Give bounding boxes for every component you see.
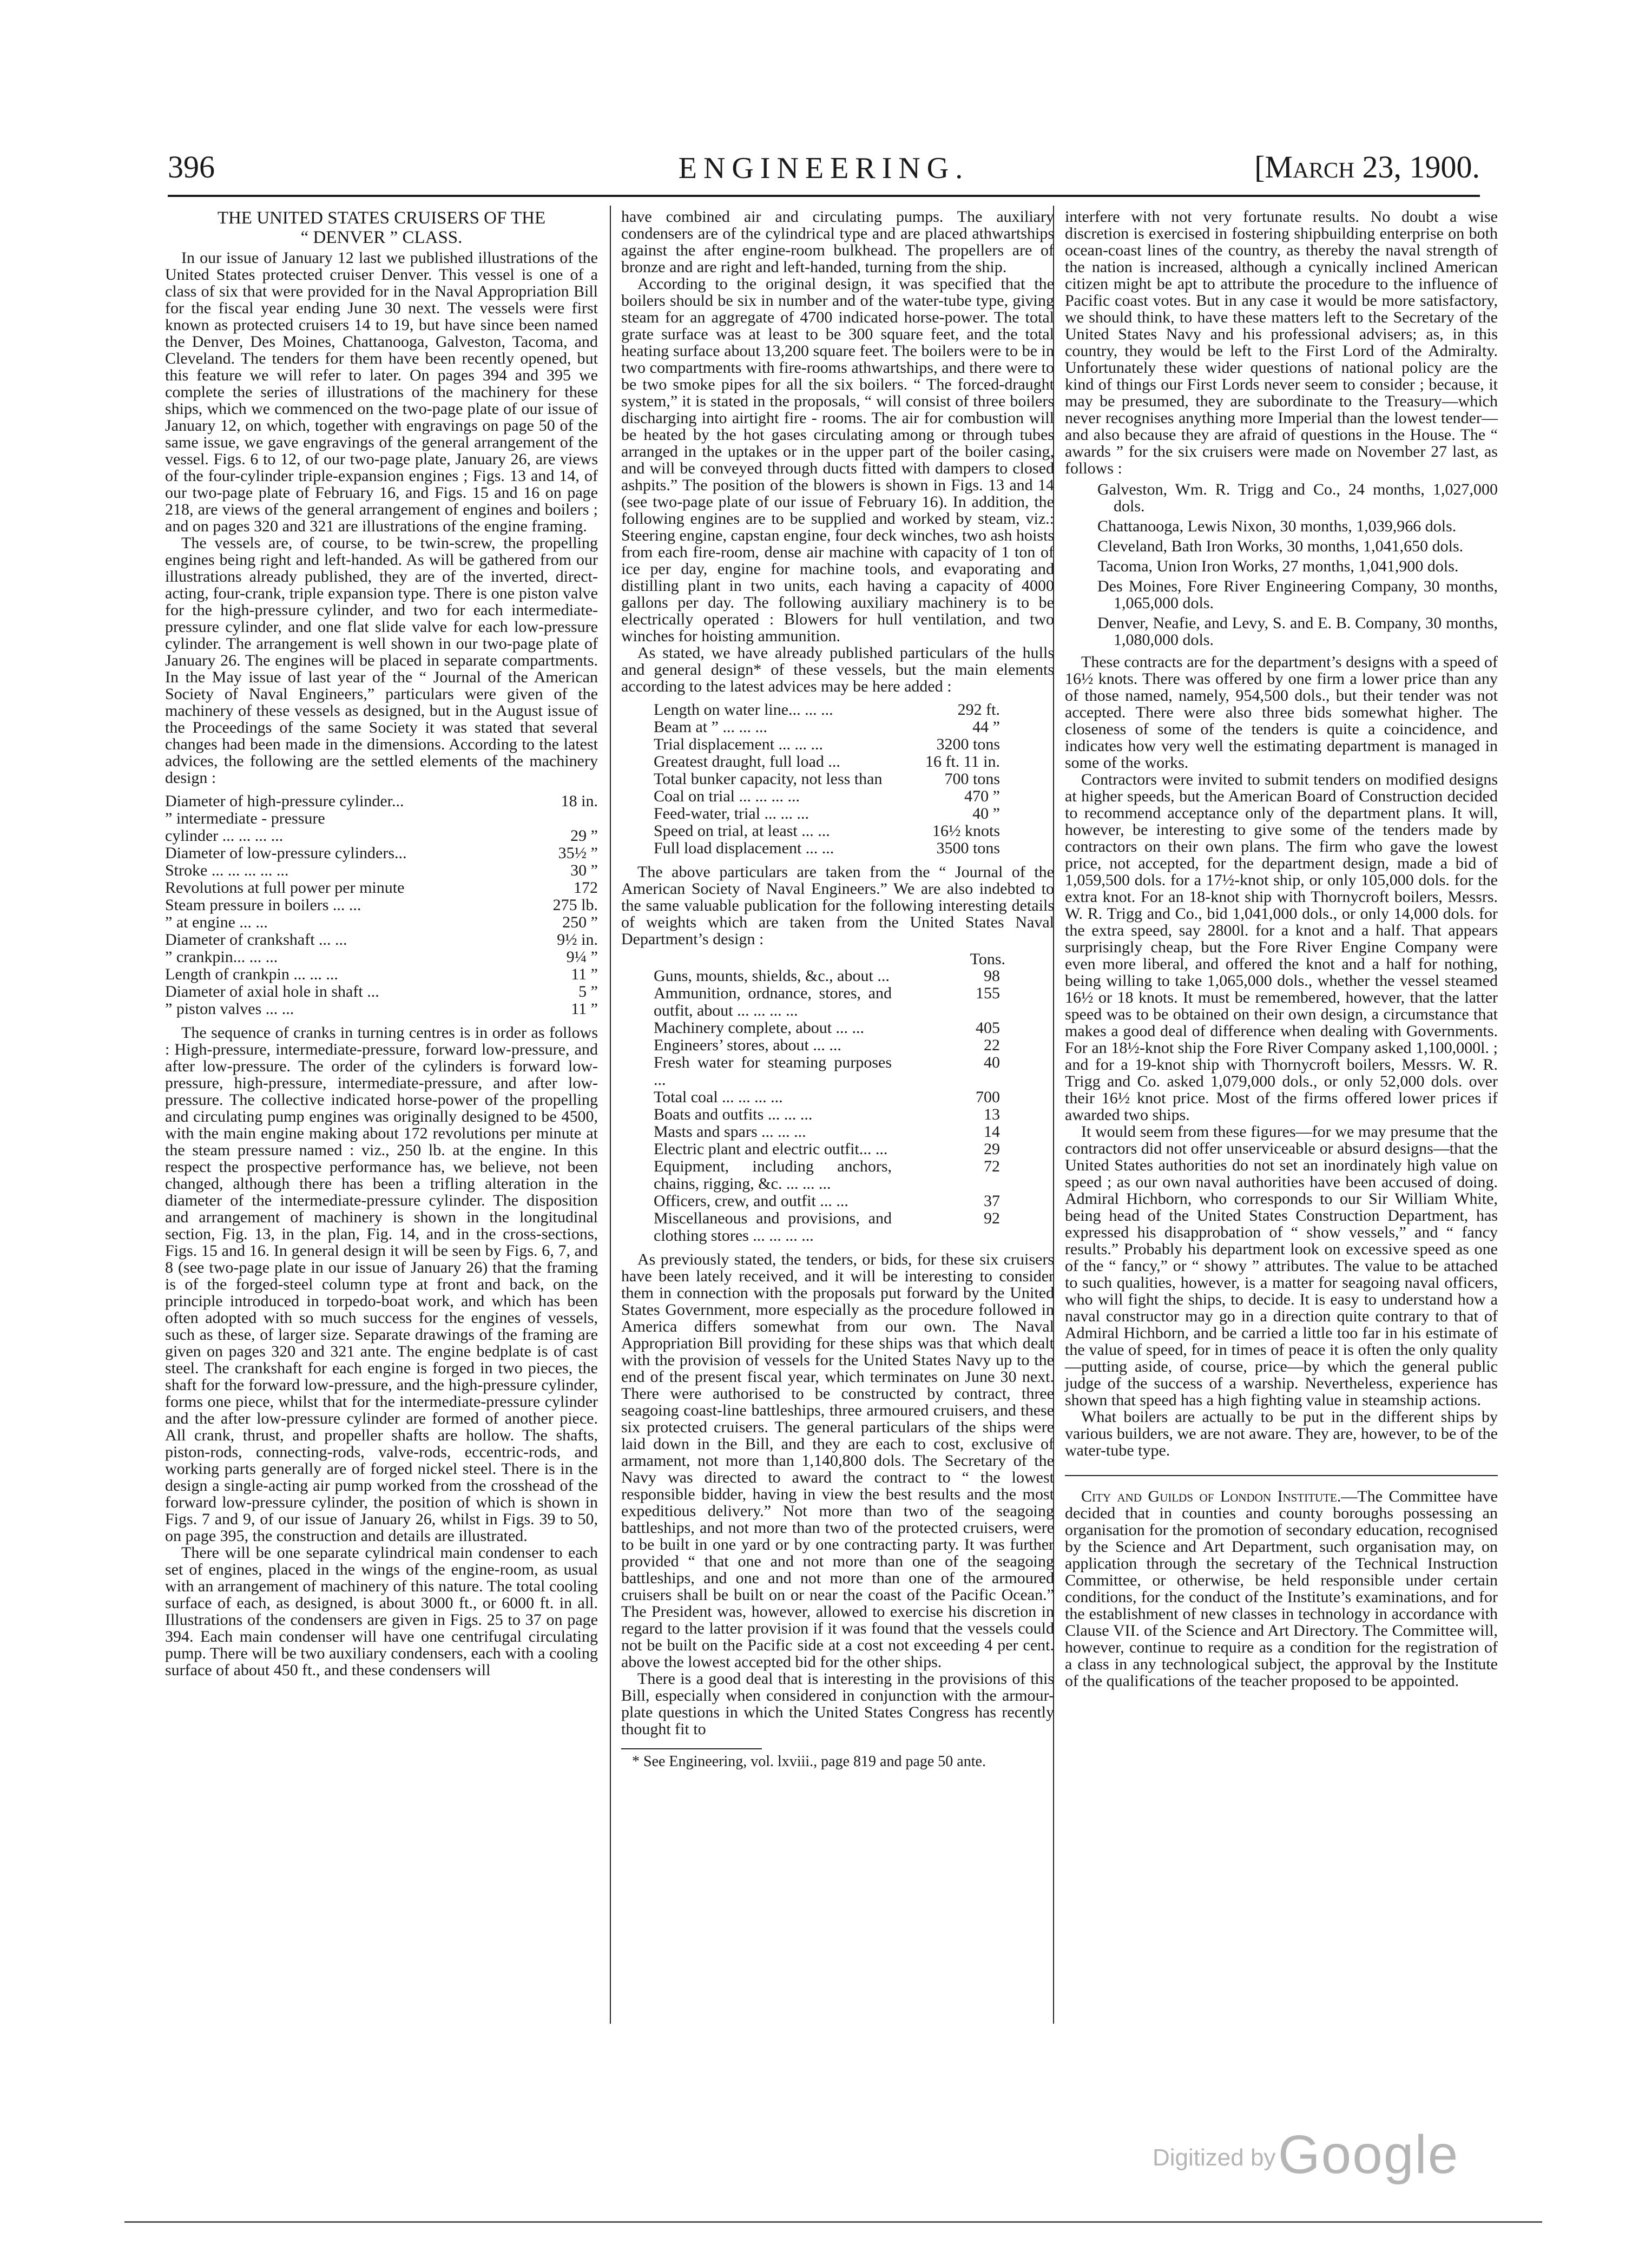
notice-heading: City and Guilds of London Institute. xyxy=(1081,1487,1341,1505)
footnote-rule xyxy=(621,1748,762,1749)
row-label: Diameter of low-pressure cylinders... xyxy=(165,844,407,862)
row-value: 470 ” xyxy=(964,787,1000,805)
row-value: 44 ” xyxy=(972,718,1000,736)
row-value: 9¼ ” xyxy=(566,948,598,966)
table-row xyxy=(654,1106,1000,1123)
table-row xyxy=(654,753,1000,771)
bottom-rule xyxy=(124,2221,1542,2223)
row-value: 11 ” xyxy=(571,965,598,983)
table-row xyxy=(165,810,598,827)
row-label: ” intermediate - pressure xyxy=(165,809,325,827)
row-label: Diameter of axial hole in shaft ... xyxy=(165,983,379,1000)
table-row xyxy=(654,1141,1000,1158)
list-item: Chattanooga, Lewis Nixon, 30 months, 1,039,966 dols. xyxy=(1097,517,1457,535)
paragraph: There is a good deal that is interesting in the provisions of this Bill, especially when considered in conjunction with the armour-plate questions in which the United States Congress has recently thought fit to xyxy=(621,1670,1054,1738)
row-value: 22 xyxy=(984,1036,1000,1054)
article-title-line-2: “ DENVER ” CLASS. xyxy=(300,228,463,247)
row-value: 29 ” xyxy=(570,827,598,845)
table-row xyxy=(654,1054,1000,1089)
table-row xyxy=(165,966,598,983)
row-value: 18 in. xyxy=(561,792,598,810)
page-number: 396 xyxy=(168,149,215,185)
row-label: Boats and outfits ... ... ... xyxy=(654,1105,813,1123)
watermark-prefix: Digitized by xyxy=(1153,2144,1276,2171)
row-label: Total bunker capacity, not less than xyxy=(654,770,883,788)
row-value: 40 xyxy=(984,1054,1000,1071)
table-row xyxy=(165,983,598,1000)
paragraph: According to the original design, it was specified that the boilers should be six in number and of the water-tube type, giving steam for an aggregate of 4700 indicated horse-power. The total grate surface was at least to be 300 square feet, and the total heating surface about 13,200 square feet. The boilers were to be in two compartments with fire-rooms athwartships, and there were to be two smoke pipes for all the six boilers. “ The forced-draught system,” it is stated in the proposals, “ will consist of three boilers discharging into airtight fire - rooms. The air for combustion will be heated by the hot gases circulating among or through tubes arranged in the uptakes or in the upper part of the boiler casing, and will be conveyed through ducts fitted with dampers to closed ashpits.” The position of the blowers is shown in Figs. 13 and 14 (see two-page plate of our issue of February 16). In addition, the following engines are to be supplied and worked by steam, viz.: Steering engine, capstan engine, four deck winches, two ash hoists from each fire-room, dense air machine with capacity of 1 ton of ice per day, engine for machine tools, and evaporating and distilling plant in two units, each having a capacity of 4000 gallons per day. The following auxiliary machinery is to be electrically operated : Blowers for hull ventilation, and two winches for hoisting ammunition. xyxy=(621,275,1054,645)
table-row xyxy=(165,879,598,897)
journal-title: ENGINEERING. xyxy=(678,152,970,185)
row-value: 3500 tons xyxy=(936,839,1000,857)
notice-body: —The Committee have decided that in counties and county boroughs possessing an organisation for the promotion of secondary education, recognised by the Science and Art Department, such organisation may, on application through the secretary of the Technical Instruction Committee, or otherwise, be held responsible under certain conditions, for the conduct of the Institute’s examinations, and for the establishment of new classes in technology in accordance with Clause VII. of the Science and Art Directory. The Committee will, however, continue to require as a condition for the registration of a class in any technological subject, the approval by the Institute of the qualifications of the teacher proposed to be appointed. xyxy=(1065,1487,1498,1690)
table-row xyxy=(654,822,1000,840)
row-value: 92 xyxy=(984,1209,1000,1227)
row-label: cylinder ... ... ... ... xyxy=(165,827,284,845)
paragraph: interfere with not very fortunate results. No doubt a wise discretion is exercised in fostering shipbuilding enterprise on both ocean-coast lines of the country, as thereby the naval strength of the nation is increased, although a cynically inclined American citizen might be apt to attribute the procedure to the influence of Pacific coast votes. But in any case it would be more satisfactory, we should think, to have these matters left to the Secretary of the United States Navy and his professional advisers; as, in this country, they would be left to the First Lord of the Admiralty. Unfortunately these wider questions of national policy are the kind of things our First Lords never seem to consider ; because, it may be presumed, they are subordinate to the Treasury—which never recognises anything more Imperial than the lowest tender—and also because they are afraid of questions in the House. The “ awards ” for the six cruisers were made on November 27 last, as follows : xyxy=(1065,208,1498,477)
table-row xyxy=(165,793,598,810)
list-item: Galveston, Wm. R. Trigg and Co., 24 months, 1,027,000 dols. xyxy=(1097,480,1498,515)
row-value: 700 tons xyxy=(944,770,1000,788)
row-value: 40 ” xyxy=(972,805,1000,822)
table-row xyxy=(165,862,598,879)
row-label: Miscellaneous and provisions, and clothing stores ... ... ... ... xyxy=(654,1209,892,1245)
paragraph: The sequence of cranks in turning centres is in order as follows : High-pressure, intermediate-pressure, forward low-pressure, and after low-pressure. The order of the cylinders is forward low-pressure, high-pressure, intermediate-pressure, and after low-pressure. The collective indicated horse-power of the propelling and circulating pump engines was originally designed to be 4500, with the main engine making about 172 revolutions per minute at the steam pressure named : viz., 250 lb. at the engine. In this respect the prospective performance has, we believe, not been changed, although there has been a trifling alteration in the diameter of the intermediate-pressure cylinder. The disposition and arrangement of machinery is shown in the longitudinal section, Fig. 13, in the plan, Fig. 14, and in the cross-sections, Figs. 15 and 16. In general design it will be seen by Figs. 6, 7, and 8 (see two-page plate in our issue of January 26) that the framing is of the forged-steel column type at front and back, on the principle introduced in torpedo-boat work, and which has been often adopted with so much success for the engines of vessels, such as these, of larger size. Separate drawings of the framing are given on pages 320 and 321 ante. The engine bedplate is of cast steel. The crankshaft for each engine is forged in two pieces, the shaft for the forward low-pressure, and the high-pressure cylinder, forms one piece, whilst that for the intermediate-pressure cylinder and the after low-pressure cylinder are formed of another piece. All crank, thrust, and propeller shafts are hollow. The shafts, piston-rods, connecting-rods, valve-rods, eccentric-rods, and working parts generally are of forged nickel steel. There is in the design a single-acting air pump worked from the crosshead of the forward low-pressure cylinder, the position of which is shown in Figs. 7 and 9, of our issue of January 26, whilst in Figs. 39 to 50, on page 395, the construction and details are illustrated. xyxy=(165,1024,598,1545)
row-value: 275 lb. xyxy=(552,896,598,914)
row-label: Diameter of high-pressure cylinder... xyxy=(165,792,404,810)
row-value: 14 xyxy=(984,1123,1000,1141)
row-value: 9½ in. xyxy=(557,931,598,949)
table-row xyxy=(654,1123,1000,1141)
paragraph: As stated, we have already published particulars of the hulls and general design* of these vessels, but the main elements according to the latest advices may be here added : xyxy=(621,644,1054,695)
list-item: Tacoma, Union Iron Works, 27 months, 1,041,900 dols. xyxy=(1097,557,1459,575)
table-row xyxy=(654,1193,1000,1210)
row-label: ” at engine ... ... xyxy=(165,913,268,931)
row-value: 5 ” xyxy=(578,983,598,1000)
hull-particulars-table xyxy=(654,701,1000,857)
table-row xyxy=(654,788,1000,805)
table-row xyxy=(654,701,1000,719)
list-item: Des Moines, Fore River Engineering Company, 30 months, 1,065,000 dols. xyxy=(1097,577,1498,612)
row-value: 405 xyxy=(976,1019,1000,1037)
paragraph: have combined air and circulating pumps. The auxiliary condensers are of the cylindrical type and are placed athwartships against the after engine-room bulkhead. The propellers are of bronze and are right and left-handed, turning from the ship. xyxy=(621,208,1054,276)
table-row xyxy=(654,719,1000,736)
row-label: Coal on trial ... ... ... ... xyxy=(654,787,800,805)
paragraph: As previously stated, the tenders, or bids, for these six cruisers have been lately received, and it will be interesting to consider them in connection with the proposals put forward by the United States Government, more especially as the procedure followed in America differs somewhat from our own. The Naval Appropriation Bill providing for these ships was that which dealt with the provision of vessels for the United States Navy up to the end of the present fiscal year, which terminates on June 30 next. There were authorised to be constructed by contract, three seagoing coast-line battleships, three armoured cruisers, and these six protected cruisers. The general particulars of the ships were laid down in the Bill, and they are each to cost, exclusive of armament, not more than 1,140,800 dols. The Secretary of the Navy was directed to award the contract to “ the lowest responsible bidder, having in view the best results and the most expeditious delivery.” Not more than two of the seagoing battleships, and not more than two of the protected cruisers, were to be built in one yard or by one contracting party. It was further provided “ that one and not more than one of the seagoing battleships, and one and not more than one of the armoured cruisers shall be built on or near the coast of the Pacific Ocean.” The President was, however, allowed to exercise his discretion in regard to the latter provision if it was found that the vessels could not be built on the Pacific side at a cost not exceeding 4 per cent. above the lowest accepted bid for the other ships. xyxy=(621,1250,1054,1671)
row-label: Officers, crew, and outfit ... ... xyxy=(654,1192,848,1210)
table-row xyxy=(165,914,598,931)
row-label: Steam pressure in boilers ... ... xyxy=(165,896,361,914)
row-label: Ammunition, ordnance, stores, and outfit, about ... ... ... ... xyxy=(654,984,892,1019)
row-value: 30 ” xyxy=(570,861,598,879)
table-row xyxy=(654,1158,1000,1193)
row-value: 250 ” xyxy=(562,913,598,931)
row-label: Diameter of crankshaft ... ... xyxy=(165,931,347,949)
awards-list xyxy=(1097,481,1498,648)
machinery-design-table xyxy=(165,793,598,1018)
list-item: Denver, Neafie, and Levy, S. and E. B. Company, 30 months, 1,080,000 dols. xyxy=(1097,614,1498,649)
row-value: 37 xyxy=(984,1192,1000,1210)
table-row xyxy=(165,827,598,845)
page-header xyxy=(168,149,1480,197)
row-label: Stroke ... ... ... ... ... xyxy=(165,861,289,879)
row-label: Electric plant and electric outfit... ... xyxy=(654,1140,888,1158)
row-value: 16 ft. 11 in. xyxy=(925,753,1000,771)
table-row xyxy=(165,897,598,914)
row-value: 11 ” xyxy=(571,1000,598,1018)
row-label: Length on water line... ... ... xyxy=(654,701,833,719)
row-value: 292 ft. xyxy=(957,701,1000,719)
paragraph: What boilers are actually to be put in the different ships by various builders, we are not aware. They are, however, to be of the water-tube type. xyxy=(1065,1408,1498,1459)
list-item: Cleveland, Bath Iron Works, 30 months, 1,041,650 dols. xyxy=(1097,537,1464,555)
article-title-line-1: THE UNITED STATES CRUISERS OF THE xyxy=(217,208,546,228)
row-value: 155 xyxy=(976,984,1000,1002)
row-label: Guns, mounts, shields, &c., about ... xyxy=(654,967,890,985)
row-label: Feed-water, trial ... ... ... xyxy=(654,805,809,822)
column-divider xyxy=(610,206,611,2024)
table-row xyxy=(654,1089,1000,1106)
row-label: ” crankpin... ... ... xyxy=(165,948,278,966)
row-label: Trial displacement ... ... ... xyxy=(654,735,824,753)
row-value: 29 xyxy=(984,1140,1000,1158)
row-label: Full load displacement ... ... xyxy=(654,839,834,857)
header-rule xyxy=(168,195,1480,197)
row-value: 35½ ” xyxy=(558,844,598,862)
row-label: Engineers’ stores, about ... ... xyxy=(654,1036,841,1054)
paragraph: Contractors were invited to submit tenders on modified designs at higher speeds, but the American Board of Construction decided to recommend acceptance only of the department plans. It will, however, be interesting to give some of the tenders made by contractors on their own plans. The firm who gave the lowest price, not accepted, for the department design, made a bid of 1,059,500 dols. for a 17½-knot ship, or only 105,000 dols. for the extra knot. For an 18-knot ship with Thornycroft boilers, Messrs. W. R. Trigg and Co., bid 1,041,000 dols., or only 14,000 dols. for the extra speed, say 2800l. for a knot and a half. That appears surprisingly cheap, but the Fore River Engine Company were even more liberal, and offered the knot and a half for nothing, being willing to take 1,065,000 dols., whether the vessel steamed 16½ or 18 knots. It must be remembered, however, that the latter speed was to be obtained on their own design, a circumstance that makes a good deal of difference when dealing with Governments. For an 18½-knot ship the Fore River Company asked 1,100,000l. ; and for a 19-knot ship with Thornycroft boilers, Messrs. W. R. Trigg and Co. asked 1,079,000 dols., or only 52,000 dols. over their 16½ knot price. Most of the firms offered lower prices if awarded two ships. xyxy=(1065,771,1498,1124)
table-row xyxy=(165,949,598,966)
table-row xyxy=(654,967,1000,985)
row-label: Equipment, including anchors, chains, rigging, &c. ... ... ... xyxy=(654,1157,892,1193)
row-value: 98 xyxy=(984,967,1000,985)
article-title xyxy=(165,208,598,247)
row-label: ” piston valves ... ... xyxy=(165,1000,294,1018)
notice-paragraph xyxy=(1065,1488,1498,1689)
row-value: 700 xyxy=(976,1088,1000,1106)
digitized-by-google-watermark xyxy=(1153,2124,1459,2186)
table-row xyxy=(654,736,1000,753)
row-value: 16½ knots xyxy=(932,822,1000,840)
table-row xyxy=(654,1019,1000,1037)
table-row xyxy=(654,805,1000,822)
row-label: Beam at ” ... ... ... xyxy=(654,718,767,736)
column-3 xyxy=(1065,208,1498,1689)
table-row xyxy=(654,840,1000,857)
table-row xyxy=(165,1000,598,1018)
column-2 xyxy=(621,208,1054,1770)
weights-unit-header: Tons. xyxy=(970,950,1005,968)
row-label: Machinery complete, about ... ... xyxy=(654,1019,865,1037)
issue-date: [March 23, 1900. xyxy=(1254,149,1480,185)
row-label: Greatest draught, full load ... xyxy=(654,753,840,771)
section-rule xyxy=(1065,1475,1498,1476)
row-value xyxy=(490,810,598,827)
weights-table xyxy=(654,967,1000,1245)
table-row xyxy=(165,845,598,862)
row-value: 172 xyxy=(574,879,598,897)
row-label: Speed on trial, at least ... ... xyxy=(654,822,830,840)
footnote: * See Engineering, vol. lxviii., page 819 and page 50 ante. xyxy=(632,1753,986,1770)
table-row xyxy=(654,1037,1000,1054)
paragraph: In our issue of January 12 last we published illustrations of the United States protected cruiser Denver. This vessel is one of a class of six that were provided for in the Naval Appropriation Bill for the fiscal year ending June 30 next. The vessels were first known as protected cruisers 14 to 19, but have since been named the Denver, Des Moines, Chattanooga, Galveston, Tacoma, and Cleveland. The tenders for them have been recently opened, but this feature we will refer to later. On pages 394 and 395 we complete the series of illustrations of the machinery for these ships, which we commenced on the two-page plate of our issue of January 12, on which, together with engravings on page 50 of the same issue, we gave engravings of the general arrangement of the vessel. Figs. 6 to 12, of our two-page plate, January 26, are views of the four-cylinder triple-expansion engines ; Figs. 13 and 14, of our two-page plate of February 16, and Figs. 15 and 16 on page 218, are views of the general arrangement of engines and boilers ; and on pages 320 and 321 are illustrations of the engine framing. xyxy=(165,249,598,535)
row-label: Total coal ... ... ... ... xyxy=(654,1088,783,1106)
google-logo: Google xyxy=(1278,2124,1459,2185)
paragraph: There will be one separate cylindrical main condenser to each set of engines, placed in the wings of the engine-room, as usual with an arrangement of machinery of this nature. The total cooling surface of each, as designed, is about 3000 ft., or 6000 ft. in all. Illustrations of the condensers are given in Figs. 25 to 37 on page 394. Each main condenser will have one centrifugal circulating pump. There will be two auxiliary condensers, each with a cooling surface of about 450 ft., and these condensers will xyxy=(165,1544,598,1679)
table-row xyxy=(165,931,598,949)
paragraph: These contracts are for the department’s designs with a speed of 16½ knots. There was offered by one firm a lower price than any of those named, namely, 954,500 dols., but their tender was not accepted. There were also three bids somewhat higher. The closeness of some of the tenders is quite a coincidence, and indicates how very well the estimating department is managed in some of the works. xyxy=(1065,653,1498,772)
paragraph: The vessels are, of course, to be twin-screw, the propelling engines being right and left-handed. As will be gathered from our illustrations already published, they are of the inverted, direct-acting, four-crank, triple expansion type. There is one piston valve for the high-pressure cylinder, and two for each intermediate-pressure cylinder, and one flat slide valve for each low-pressure cylinder. The arrangement is well shown in our two-page plate of January 26. The engines will be placed in separate compartments. In the May issue of last year of the “ Journal of the American Society of Naval Engineers,” particulars were given of the machinery of these vessels as designed, but in the August issue of the Proceedings of the same Society it was stated that several changes had been made in the dimensions. According to the latest advices, the following are the settled elements of the machinery design : xyxy=(165,534,598,787)
row-label: Revolutions at full power per minute xyxy=(165,879,405,897)
row-value: 72 xyxy=(984,1157,1000,1175)
table-row xyxy=(654,1210,1000,1245)
table-row xyxy=(654,985,1000,1019)
row-value: 3200 tons xyxy=(936,735,1000,753)
paragraph: It would seem from these figures—for we may presume that the contractors did not offer unserviceable or absurd designs—that the United States authorities do not set an inordinately high value on speed ; as our own naval authorities have been accused of doing. Admiral Hichborn, who corresponds to our Sir William White, being head of the United States Construction Department, has expressed his disapprobation of “ show vessels,” and “ fancy results.” Probably his department look on excessive speed as one of the “ fancy,” or “ showy ” attributes. The value to be attached to such qualities, however, is a matter for seagoing naval officers, who will fight the ships, to decide. It is easy to understand how a naval constructor may go in a direction quite contrary to that of Admiral Hichborn, and be carried a little too far in his estimate of the value of speed, for in times of peace it is often the only quality—putting aside, of course, price—by which the general public judge of the success of a warship. Nevertheless, experience has shown that speed has a high fighting value in steamship actions. xyxy=(1065,1123,1498,1409)
row-value: 13 xyxy=(984,1105,1000,1123)
table-row xyxy=(654,771,1000,788)
row-label: Masts and spars ... ... ... xyxy=(654,1123,806,1141)
row-label: Length of crankpin ... ... ... xyxy=(165,965,338,983)
row-label: Fresh water for steaming purposes ... xyxy=(654,1054,892,1089)
column-1 xyxy=(165,208,598,1678)
paragraph: The above particulars are taken from the “ Journal of the American Society of Naval Engineers.” We are also indebted to the same valuable publication for the following interesting details of weights which are taken from the United States Naval Department’s design : xyxy=(621,863,1054,948)
